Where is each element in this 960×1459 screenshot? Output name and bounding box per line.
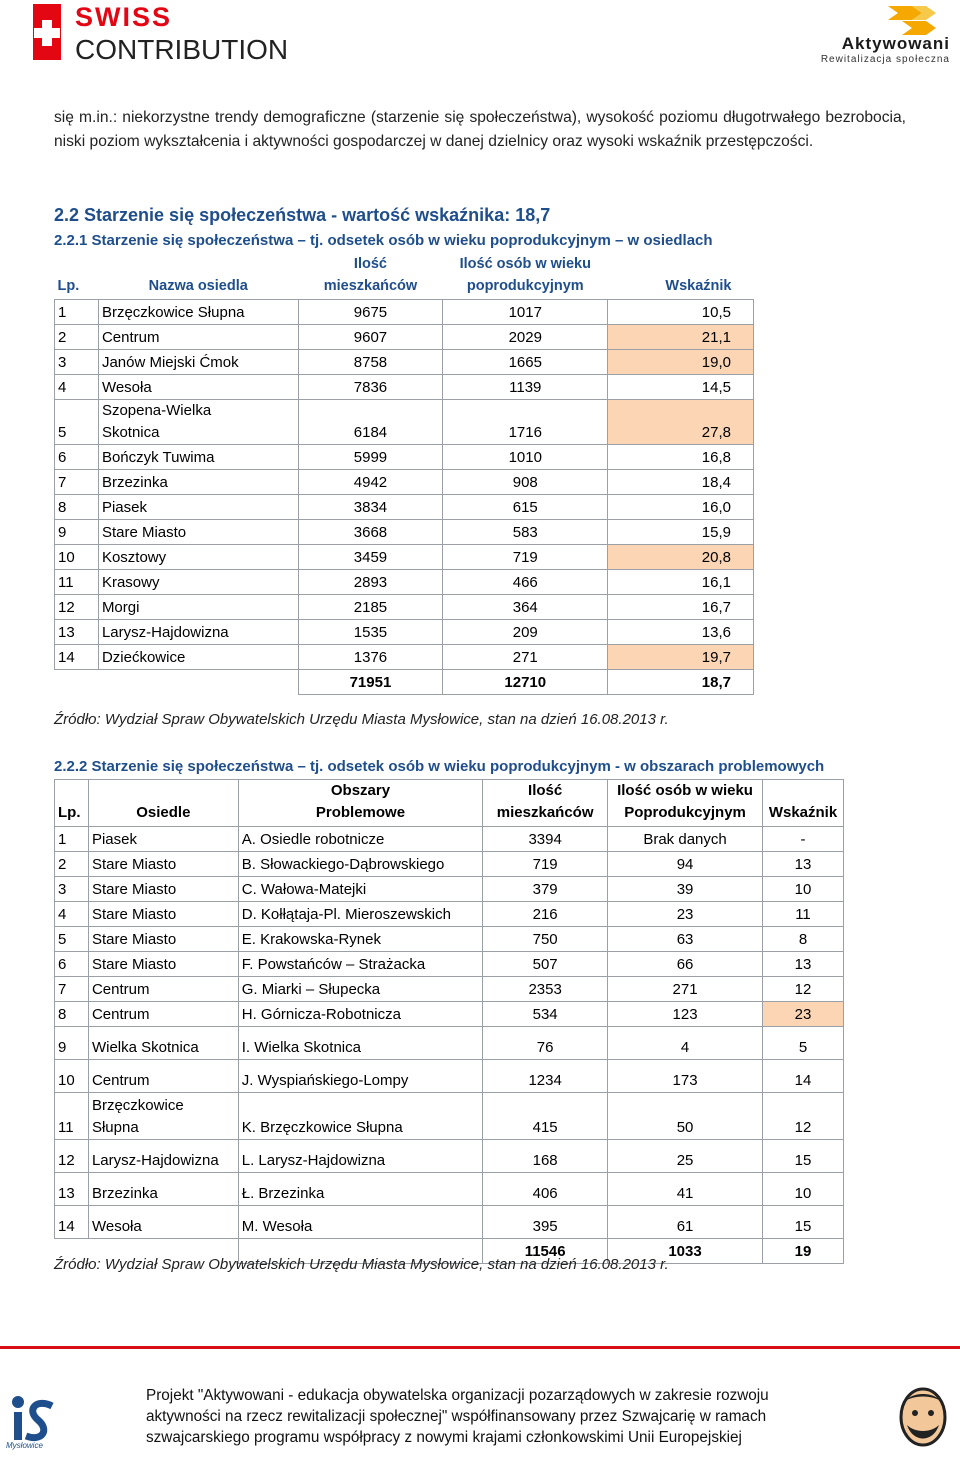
cell-empty — [55, 670, 99, 695]
cell-indicator: 15 — [762, 1206, 843, 1239]
col-lp: Lp. — [57, 278, 80, 294]
cell-area: K. Brzęczkowice Słupna — [238, 1093, 482, 1140]
col-post: Ilość osób w wieku Poprodukcyjnym — [608, 780, 763, 827]
cell-residents: 9607 — [298, 325, 443, 350]
cell-area: C. Wałowa-Matejki — [238, 877, 482, 902]
table-row — [55, 1140, 844, 1173]
cell-post: 123 — [608, 1002, 763, 1027]
cell-post: 39 — [608, 877, 763, 902]
cell-name: Bończyk Tuwima — [98, 445, 298, 470]
cell-indicator: 19,7 — [608, 645, 754, 670]
cell-indicator: 5 — [762, 1027, 843, 1060]
cell-lp: 12 — [55, 595, 99, 620]
cell-lp: 5 — [55, 400, 99, 445]
cell-lp: 8 — [55, 1002, 89, 1027]
cell-post: 583 — [443, 520, 608, 545]
table-row — [55, 852, 844, 877]
table-row — [55, 827, 844, 852]
cell-lp: 4 — [55, 902, 89, 927]
cell-post: 2029 — [443, 325, 608, 350]
cell-lp: 7 — [55, 470, 99, 495]
table-row — [55, 952, 844, 977]
cell-name: Dziećkowice — [98, 645, 298, 670]
cell-name: Piasek — [98, 495, 298, 520]
cell-estate: Piasek — [88, 827, 238, 852]
cell-indicator: 14,5 — [608, 375, 754, 400]
cell-name: Brzezinka — [98, 470, 298, 495]
cell-estate: Brzęczkowice Słupna — [88, 1093, 238, 1140]
cell-lp: 14 — [55, 645, 99, 670]
cell-area: F. Powstańców – Strażacka — [238, 952, 482, 977]
cell-area: M. Wesoła — [238, 1206, 482, 1239]
table1-heading: 2.2.1 Starzenie się społeczeństwa – tj. odsetek osób w wieku poprodukcyjnym – w osiedlach — [54, 232, 713, 249]
swiss-flag-logo — [33, 4, 61, 60]
total-post: 12710 — [443, 670, 608, 695]
total-residents: 71951 — [298, 670, 443, 695]
table-row — [55, 520, 754, 545]
table-row — [55, 927, 844, 952]
cell-residents: 3668 — [298, 520, 443, 545]
table-row — [55, 545, 754, 570]
col-area: Obszary Problemowe — [238, 780, 482, 827]
cell-residents: 750 — [483, 927, 608, 952]
table-row — [55, 877, 844, 902]
cell-indicator: 13,6 — [608, 620, 754, 645]
cell-estate: Wielka Skotnica — [88, 1027, 238, 1060]
cell-area: Ł. Brzezinka — [238, 1173, 482, 1206]
cell-name: Szopena-Wielka Skotnica — [98, 400, 298, 445]
cell-name: Brzęczkowice Słupna — [98, 300, 298, 325]
table-row — [55, 300, 754, 325]
cell-lp: 14 — [55, 1206, 89, 1239]
table-row — [55, 1093, 844, 1140]
cell-post: 364 — [443, 595, 608, 620]
cell-residents: 3459 — [298, 545, 443, 570]
cell-name: Larysz-Hajdowizna — [98, 620, 298, 645]
cell-name: Kosztowy — [98, 545, 298, 570]
table-header-row — [55, 253, 754, 300]
cell-lp: 11 — [55, 1093, 89, 1140]
total-indicator: 19 — [762, 1239, 843, 1264]
cell-area: D. Kołłątaja-Pl. Mieroszewskich — [238, 902, 482, 927]
cell-area: I. Wielka Skotnica — [238, 1027, 482, 1060]
col-post: Ilość osób w wieku poprodukcyjnym — [459, 256, 591, 294]
totals-row — [55, 670, 754, 695]
total-residents: 11546 — [483, 1239, 608, 1264]
cell-residents: 7836 — [298, 375, 443, 400]
cell-residents: 3394 — [483, 827, 608, 852]
cell-residents: 76 — [483, 1027, 608, 1060]
col-lp: Lp. — [55, 780, 89, 827]
table-row — [55, 620, 754, 645]
cell-lp: 5 — [55, 927, 89, 952]
cell-lp: 7 — [55, 977, 89, 1002]
col-indicator: Wskaźnik — [665, 278, 732, 294]
table1-source: Źródło: Wydział Spraw Obywatelskich Urzędu Miasta Mysłowice, stan na dzień 16.08.2013 r. — [54, 711, 669, 728]
cell-estate: Brzezinka — [88, 1173, 238, 1206]
cell-post: 63 — [608, 927, 763, 952]
table-row — [55, 570, 754, 595]
table-row — [55, 1060, 844, 1093]
cell-indicator: 16,0 — [608, 495, 754, 520]
cell-estate: Stare Miasto — [88, 952, 238, 977]
cell-residents: 1376 — [298, 645, 443, 670]
cell-indicator: 16,1 — [608, 570, 754, 595]
cell-estate: Stare Miasto — [88, 852, 238, 877]
cell-lp: 4 — [55, 375, 99, 400]
cell-post: 1716 — [443, 400, 608, 445]
table-header-row — [55, 780, 844, 827]
cell-post: 94 — [608, 852, 763, 877]
table-row — [55, 375, 754, 400]
footer-text: Projekt "Aktywowani - edukacja obywatelska organizacji pozarządowych w zakresie rozwoju aktywności na rzecz rewitalizacji społecznej" współfinansowany przez Szwajcarię w ramach szwajcarskiego programu współpracy z nowymi krajami członkowskimi Unii Europejskiej — [146, 1387, 769, 1446]
aktywowani-logo — [800, 4, 950, 66]
cell-lp: 10 — [55, 1060, 89, 1093]
total-post: 1033 — [608, 1239, 763, 1264]
cell-residents: 406 — [483, 1173, 608, 1206]
cell-residents: 415 — [483, 1093, 608, 1140]
intro-paragraph: się m.in.: niekorzystne trendy demograficzne (starzenie się społeczeństwa), wysokość poziomu długotrwałego bezrobocia, niski poziom wykształcenia i aktywności gospodarczej w danej dzielnicy oraz wysoki wskaźnik przestępczości. — [54, 109, 906, 150]
total-indicator: 18,7 — [608, 670, 754, 695]
cell-post: 1010 — [443, 445, 608, 470]
cell-indicator: 20,8 — [608, 545, 754, 570]
table-row — [55, 350, 754, 375]
footer-divider — [0, 1346, 960, 1349]
cell-name: Janów Miejski Ćmok — [98, 350, 298, 375]
cell-estate: Centrum — [88, 1002, 238, 1027]
cell-estate: Wesoła — [88, 1206, 238, 1239]
cell-empty — [98, 670, 298, 695]
table-row — [55, 902, 844, 927]
cell-name: Wesoła — [98, 375, 298, 400]
cell-post: 209 — [443, 620, 608, 645]
table-row — [55, 1173, 844, 1206]
cell-residents: 379 — [483, 877, 608, 902]
cell-area: A. Osiedle robotnicze — [238, 827, 482, 852]
table2-source: Źródło: Wydział Spraw Obywatelskich Urzędu Miasta Mysłowice, stan na dzień 16.08.2013 r. — [54, 1256, 669, 1273]
cell-lp: 3 — [55, 350, 99, 375]
cell-name: Krasowy — [98, 570, 298, 595]
cell-lp: 3 — [55, 877, 89, 902]
table-row — [55, 1002, 844, 1027]
cell-area: E. Krakowska-Rynek — [238, 927, 482, 952]
cell-post: 4 — [608, 1027, 763, 1060]
cell-indicator: 13 — [762, 852, 843, 877]
cell-lp: 2 — [55, 852, 89, 877]
col-residents: Ilość mieszkańców — [323, 256, 418, 294]
estates-table — [54, 253, 754, 695]
cell-post: 25 — [608, 1140, 763, 1173]
cell-post: 66 — [608, 952, 763, 977]
table2-heading: 2.2.2 Starzenie się społeczeństwa – tj. odsetek osób w wieku poprodukcyjnym - w obszarach problemowych — [54, 758, 825, 775]
cell-lp: 9 — [55, 1027, 89, 1060]
cell-residents: 395 — [483, 1206, 608, 1239]
cell-indicator: 8 — [762, 927, 843, 952]
cell-lp: 6 — [55, 952, 89, 977]
cell-estate: Larysz-Hajdowizna — [88, 1140, 238, 1173]
cell-indicator: 15,9 — [608, 520, 754, 545]
cell-residents: 2353 — [483, 977, 608, 1002]
cell-indicator: - — [762, 827, 843, 852]
cell-residents: 8758 — [298, 350, 443, 375]
table-row — [55, 977, 844, 1002]
cell-residents: 2893 — [298, 570, 443, 595]
cell-indicator: 14 — [762, 1060, 843, 1093]
cell-area: G. Miarki – Słupecka — [238, 977, 482, 1002]
cell-name: Centrum — [98, 325, 298, 350]
cell-lp: 1 — [55, 300, 99, 325]
cell-lp: 1 — [55, 827, 89, 852]
cell-estate: Stare Miasto — [88, 927, 238, 952]
cell-name: Stare Miasto — [98, 520, 298, 545]
cell-indicator: 19,0 — [608, 350, 754, 375]
cell-estate: Stare Miasto — [88, 877, 238, 902]
cell-post: Brak danych — [608, 827, 763, 852]
cell-indicator: 13 — [762, 952, 843, 977]
cell-post: 615 — [443, 495, 608, 520]
cell-post: 23 — [608, 902, 763, 927]
cell-area: H. Górnicza-Robotnicza — [238, 1002, 482, 1027]
col-estate: Osiedle — [88, 780, 238, 827]
cell-area: L. Larysz-Hajdowizna — [238, 1140, 482, 1173]
cell-residents: 2185 — [298, 595, 443, 620]
cell-post: 50 — [608, 1093, 763, 1140]
cell-indicator: 23 — [762, 1002, 843, 1027]
cell-post: 1665 — [443, 350, 608, 375]
cell-indicator: 16,7 — [608, 595, 754, 620]
cell-post: 719 — [443, 545, 608, 570]
table-row — [55, 325, 754, 350]
cell-indicator: 21,1 — [608, 325, 754, 350]
cell-indicator: 10 — [762, 1173, 843, 1206]
cell-residents: 5999 — [298, 445, 443, 470]
page-header — [0, 0, 960, 90]
cell-post: 908 — [443, 470, 608, 495]
arrows-icon — [882, 4, 942, 36]
col-residents: Ilość mieszkańców — [483, 780, 608, 827]
cell-indicator: 10 — [762, 877, 843, 902]
table-row — [55, 445, 754, 470]
table-row — [55, 645, 754, 670]
table-row — [55, 1206, 844, 1239]
cell-residents: 507 — [483, 952, 608, 977]
col-indicator: Wskaźnik — [762, 780, 843, 827]
cell-residents: 719 — [483, 852, 608, 877]
cell-lp: 6 — [55, 445, 99, 470]
table-row — [55, 495, 754, 520]
cell-indicator: 11 — [762, 902, 843, 927]
cell-area: J. Wyspiańskiego-Lompy — [238, 1060, 482, 1093]
cell-estate: Stare Miasto — [88, 902, 238, 927]
cell-post: 271 — [608, 977, 763, 1002]
section-heading: 2.2 Starzenie się społeczeństwa - wartość wskaźnika: 18,7 — [54, 205, 551, 225]
cell-indicator: 18,4 — [608, 470, 754, 495]
cell-estate: Centrum — [88, 1060, 238, 1093]
cell-indicator: 16,8 — [608, 445, 754, 470]
cell-lp: 13 — [55, 620, 99, 645]
cell-post: 61 — [608, 1206, 763, 1239]
cell-residents: 9675 — [298, 300, 443, 325]
cell-post: 271 — [443, 645, 608, 670]
swiss-logo-text: SWISS — [75, 2, 173, 32]
table-row — [55, 400, 754, 445]
cell-residents: 168 — [483, 1140, 608, 1173]
cell-lp: 13 — [55, 1173, 89, 1206]
cell-indicator: 10,5 — [608, 300, 754, 325]
cell-post: 466 — [443, 570, 608, 595]
cell-indicator: 12 — [762, 977, 843, 1002]
cell-lp: 8 — [55, 495, 99, 520]
cell-post: 41 — [608, 1173, 763, 1206]
cell-lp: 12 — [55, 1140, 89, 1173]
cell-residents: 1535 — [298, 620, 443, 645]
aktywowani-subtitle: Rewitalizacja społeczna — [820, 54, 950, 65]
cell-residents: 4942 — [298, 470, 443, 495]
contribution-logo-text: CONTRIBUTION — [75, 34, 289, 65]
table-row — [55, 595, 754, 620]
table-row — [55, 1027, 844, 1060]
cell-lp: 10 — [55, 545, 99, 570]
cell-residents: 216 — [483, 902, 608, 927]
aktywowani-title: Aktywowani — [841, 34, 950, 53]
cell-indicator: 12 — [762, 1093, 843, 1140]
cell-residents: 6184 — [298, 400, 443, 445]
table-row — [55, 470, 754, 495]
cell-post: 1139 — [443, 375, 608, 400]
cell-residents: 3834 — [298, 495, 443, 520]
problem-areas-table — [54, 779, 844, 1264]
cell-estate: Centrum — [88, 977, 238, 1002]
cell-residents: 534 — [483, 1002, 608, 1027]
cell-post: 1017 — [443, 300, 608, 325]
cell-lp: 9 — [55, 520, 99, 545]
cell-lp: 2 — [55, 325, 99, 350]
cell-area: B. Słowackiego-Dąbrowskiego — [238, 852, 482, 877]
cell-indicator: 15 — [762, 1140, 843, 1173]
cell-post: 173 — [608, 1060, 763, 1093]
cell-name: Morgi — [98, 595, 298, 620]
cell-residents: 1234 — [483, 1060, 608, 1093]
col-name: Nazwa osiedla — [148, 278, 248, 294]
cell-indicator: 27,8 — [608, 400, 754, 445]
face-icon — [897, 1387, 949, 1449]
cell-lp: 11 — [55, 570, 99, 595]
myslowice-label: Mysłowice — [6, 1441, 43, 1450]
